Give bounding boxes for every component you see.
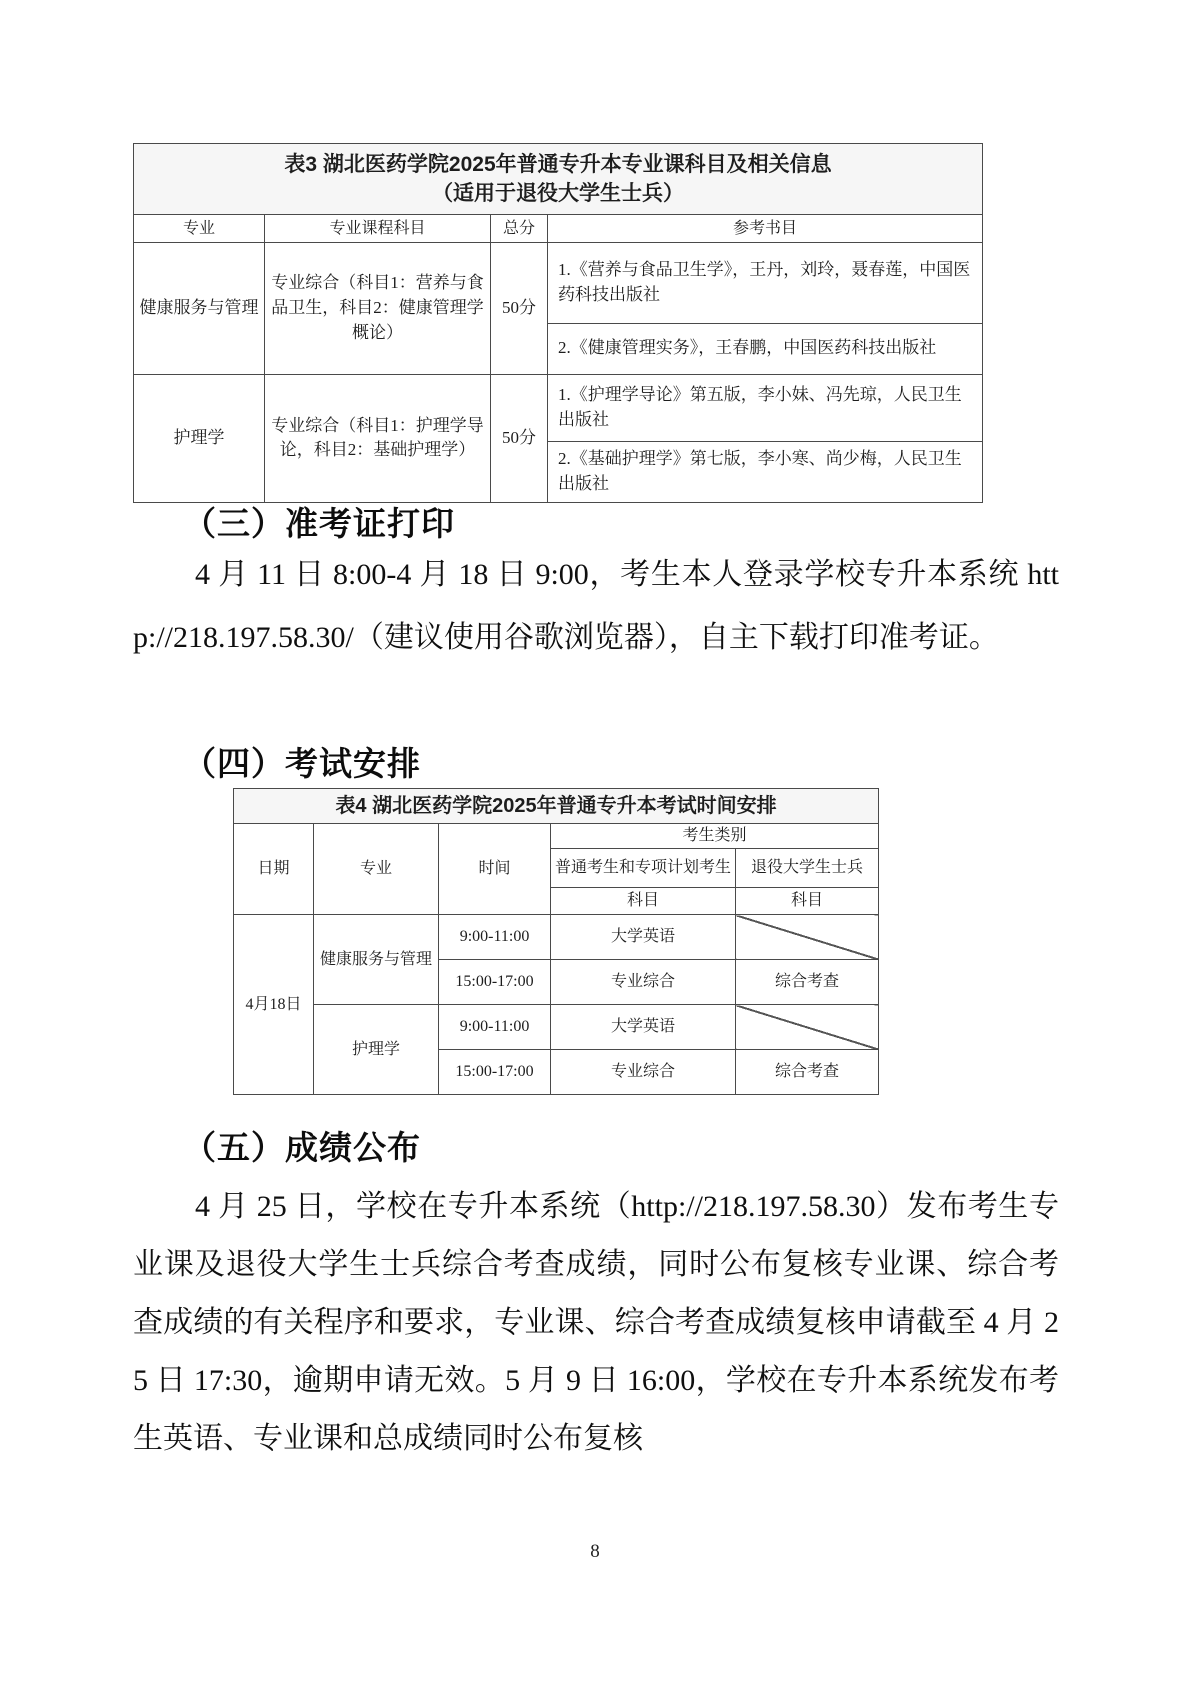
table4-header-date: 日期	[234, 824, 314, 915]
table3-title-row	[134, 144, 983, 215]
table4-header-veteran-candidates: 退役大学生士兵	[736, 849, 879, 888]
t4-time-cell: 9:00-11:00	[439, 1005, 551, 1050]
section4-heading: （四）考试安排	[183, 747, 421, 783]
section5-heading: （五）成绩公布	[183, 1131, 421, 1167]
t4-major-cell: 护理学	[314, 1005, 439, 1095]
t3-subjects-cell: 专业综合（科目1：护理学导论，科目2：基础护理学）	[265, 374, 491, 502]
table4-header-category: 考生类别	[551, 824, 879, 849]
t3-score-cell: 50分	[491, 374, 548, 502]
table3-title-line1: 表3 湖北医药学院2025年普通专升本专业课科目及相关信息	[284, 153, 832, 176]
table-row	[134, 242, 983, 323]
section3-heading: （三）准考证打印	[183, 507, 455, 543]
t3-major-cell: 护理学	[134, 374, 265, 502]
table3-subject-course-info	[133, 143, 983, 503]
table3-header-row	[134, 214, 983, 242]
t3-reference-cell: 1.《护理学导论》第五版，李小妹、冯先琼，人民卫生出版社	[548, 374, 983, 441]
table4-header-row	[234, 824, 879, 849]
table4-title: 表4 湖北医药学院2025年普通专升本考试时间安排	[234, 789, 879, 824]
t4-veteran-subject-cell: 综合考查	[736, 960, 879, 1005]
table3-header-major: 专业	[134, 214, 265, 242]
section3-paragraph: 4 月 11 日 8:00-4 月 18 日 9:00，考生本人登录学校专升本系统 http://218.197.58.30/（建议使用谷歌浏览器），自主下载打印准考证。	[133, 558, 1059, 654]
table4-header-major: 专业	[314, 824, 439, 915]
table3-header-score: 总分	[491, 214, 548, 242]
t4-veteran-subject-cell: 综合考查	[736, 1050, 879, 1095]
section5-paragraph: 4 月 25 日，学校在专升本系统（http://218.197.58.30）发布考生专业课及退役大学生士兵综合考查成绩，同时公布复核专业课、综合考查成绩的有关程序和要求，专业课、综合考查成绩复核申请截至 4 月 25 日 17:30，逾期申请无效。5 月 9 日 16:00，学校在专升本系统发布考生英语、专业课和总成绩同时公布复核	[133, 1190, 1059, 1455]
t3-reference-cell: 2.《基础护理学》第七版，李小寒、尚少梅，人民卫生出版社	[548, 441, 983, 502]
table4-header-normal-candidates: 普通考生和专项计划考生	[551, 849, 736, 888]
t3-score-cell: 50分	[491, 242, 548, 374]
table4-header-subject: 科目	[551, 888, 736, 915]
table4-title-row	[234, 789, 879, 824]
t4-veteran-empty-slash-cell	[736, 915, 879, 960]
table4-exam-schedule	[233, 788, 879, 1095]
t4-major-cell: 健康服务与管理	[314, 915, 439, 1005]
t4-time-cell: 15:00-17:00	[439, 960, 551, 1005]
table3-header-subjects: 专业课程科目	[265, 214, 491, 242]
table3-title-line2: （适用于退役大学生士兵）	[432, 182, 685, 206]
t4-date-cell: 4月18日	[234, 915, 314, 1095]
page-number: 8	[590, 1541, 600, 1562]
table-row	[234, 915, 879, 960]
table4-header-time: 时间	[439, 824, 551, 915]
t3-major-cell: 健康服务与管理	[134, 242, 265, 374]
t4-time-cell: 9:00-11:00	[439, 915, 551, 960]
t4-normal-subject-cell: 专业综合	[551, 960, 736, 1005]
t4-normal-subject-cell: 大学英语	[551, 1005, 736, 1050]
t3-reference-cell: 2.《健康管理实务》，王春鹏，中国医药科技出版社	[548, 323, 983, 374]
table-row	[134, 374, 983, 441]
table3-header-references: 参考书目	[548, 214, 983, 242]
t4-normal-subject-cell: 大学英语	[551, 915, 736, 960]
t4-time-cell: 15:00-17:00	[439, 1050, 551, 1095]
table3-title	[134, 144, 983, 215]
t3-subjects-cell: 专业综合（科目1：营养与食品卫生，科目2：健康管理学概论）	[265, 242, 491, 374]
table-row	[234, 1005, 879, 1050]
t4-veteran-empty-slash-cell	[736, 1005, 879, 1050]
table4-header-subject: 科目	[736, 888, 879, 915]
t4-normal-subject-cell: 专业综合	[551, 1050, 736, 1095]
t3-reference-cell: 1.《营养与食品卫生学》，王丹，刘玲，聂春莲，中国医药科技出版社	[548, 242, 983, 323]
